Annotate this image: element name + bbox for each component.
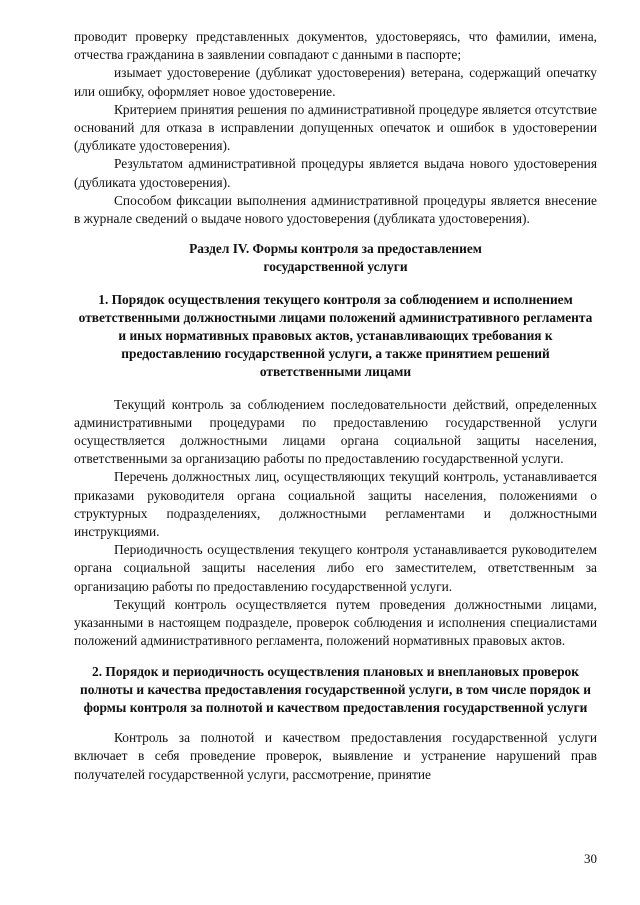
paragraph: проводит проверку представленных документов, удостоверяясь, что фамилии, имена, отчества гражданина в заявлении совпадают с данными в паспорте;	[74, 29, 597, 63]
paragraph: Способом фиксации выполнения административной процедуры является внесение в журнале сведений о выдаче нового удостоверения (дубликата удостоверения).	[74, 192, 597, 227]
paragraph: Периодичность осуществления текущего контроля устанавливается руководителем органа социальной защиты населения либо его заместителем, ответственным за организацию работы по предоставлению государственной услуги.	[74, 542, 597, 594]
section-title-line: Раздел IV. Формы контроля за предоставлением	[189, 241, 482, 257]
paragraph: Текущий контроль осуществляется путем проведения должностными лицами, указанными в настоящем подразделе, проверок соблюдения и исполнения специалистами положений административного регламента, положений нормативных правовых актов.	[74, 596, 597, 649]
paragraph: Критерием принятия решения по административной процедуре является отсутствие оснований для отказа в исправлении допущенных опечаток и ошибок в удостоверении (дубликате удостоверения).	[74, 101, 597, 154]
page-number: 30	[584, 851, 597, 866]
paragraph: Контроль за полнотой и качеством предоставления государственной услуги включает в себя проведение проверок, выявление и устранение нарушений прав получателей государственной услуги, рассмотрение, принятие	[74, 730, 597, 782]
subsection-heading: 2. Порядок и периодичность осуществления плановых и внеплановых проверок полноты и качества предоставления государственной услуги, в том числе порядок и формы контроля за полнотой и качеством предоставления государственной услуги	[80, 663, 591, 715]
section-title-line: государственной услуги	[263, 259, 408, 275]
paragraph: Текущий контроль за соблюдением последовательности действий, определенных административными процедурами по предоставлению государственной услуги осуществляется должностными лицами органа социальной защиты населения, ответственными за организацию работы по предоставлению государственной услуги.	[74, 396, 597, 467]
paragraph: изымает удостоверение (дубликат удостоверения) ветерана, содержащий опечатку или ошибку, оформляет новое удостоверение.	[74, 65, 597, 99]
paragraph: Перечень должностных лиц, осуществляющих текущий контроль, устанавливается приказами руководителя органа социальной защиты населения, положениями о структурных подразделениях, должностными регламентами и должностными инструкциями.	[74, 469, 597, 540]
paragraph: Результатом административной процедуры является выдача нового удостоверения (дубликата удостоверения).	[74, 156, 597, 190]
section-heading	[74, 240, 597, 276]
subsection-heading: 1. Порядок осуществления текущего контроля за соблюдением и исполнением ответственными должностными лицами положений административного регламента и иных нормативных правовых актов, устанавливающих требования к предоставлению государственной услуги, а также принятием решений ответственными лицами	[78, 291, 593, 380]
